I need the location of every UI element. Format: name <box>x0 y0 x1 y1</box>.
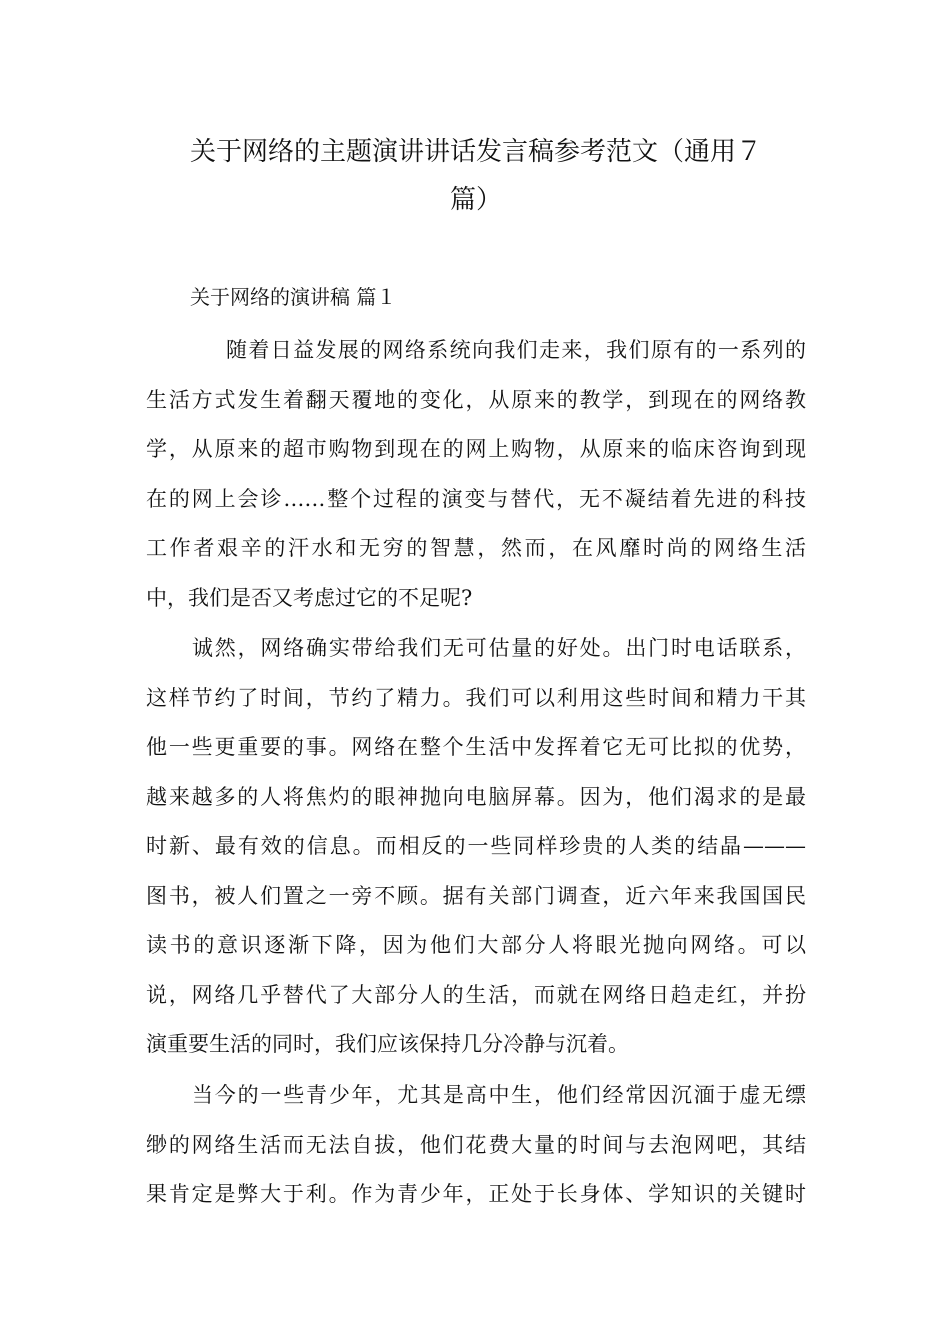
title-line-1: 关于网络的主题演讲讲话发言稿参考范文（通用７ <box>189 137 762 167</box>
document-title <box>146 128 806 224</box>
paragraph-line: 当今的一些青少年，尤其是高中生，他们经常因沉湎于虚无缥 <box>192 1083 806 1107</box>
paragraph-line: 这样节约了时间，节约了精力。我们可以利用这些时间和精力干其 <box>146 685 806 710</box>
paragraph-line: 学，从原来的超市购物到现在的网上购物，从原来的临床咨询到现 <box>146 437 806 461</box>
paragraph-line: 中，我们是否又考虑过它的不足呢? <box>146 585 473 610</box>
paragraph-line: 工作者艰辛的汗水和无穷的智慧，然而，在风靡时尚的网络生活 <box>146 536 806 560</box>
paragraph-line: 说，网络几乎替代了大部分人的生活，而就在网络日趋走红，并扮 <box>146 982 806 1007</box>
paragraph-line: 生活方式发生着翻天覆地的变化，从原来的教学，到现在的网络教 <box>146 387 806 412</box>
paragraph-2 <box>146 624 806 1070</box>
paragraph-line: 时新、最有效的信息。而相反的一些同样珍贵的人类的结晶——— <box>146 834 806 858</box>
title-line-2: 篇） <box>449 185 502 215</box>
paragraph-line: 图书，被人们置之一旁不顾。据有关部门调查，近六年来我国国民 <box>146 883 806 908</box>
paragraph-1 <box>146 326 806 623</box>
paragraph-line: 越来越多的人将焦灼的眼神抛向电脑屏幕。因为，他们渴求的是最 <box>146 784 806 809</box>
paragraph-line: 演重要生活的同时，我们应该保持几分冷静与沉着。 <box>146 1032 629 1056</box>
paragraph-line: 读书的意识逐渐下降，因为他们大部分人将眼光抛向网络。可以 <box>146 933 806 957</box>
paragraph-line: 随着日益发展的网络系统向我们走来，我们原有的一系列的 <box>226 338 806 362</box>
section-heading: 关于网络的演讲稿 篇１ <box>190 285 397 309</box>
paragraph-line: 果肯定是弊大于利。作为青少年，正处于长身体、学知识的关键时 <box>146 1182 806 1206</box>
paragraph-3 <box>146 1071 806 1220</box>
paragraph-line: 他一些更重要的事。网络在整个生活中发挥着它无可比拟的优势， <box>146 735 806 759</box>
paragraph-line: 缈的网络生活而无法自拔，他们花费大量的时间与去泡网吧，其结 <box>146 1132 806 1157</box>
paragraph-line: 在的网上会诊……整个过程的演变与替代，无不凝结着先进的科技 <box>146 486 806 511</box>
paragraph-line: 诚然，网络确实带给我们无可估量的好处。出门时电话联系， <box>192 636 806 660</box>
